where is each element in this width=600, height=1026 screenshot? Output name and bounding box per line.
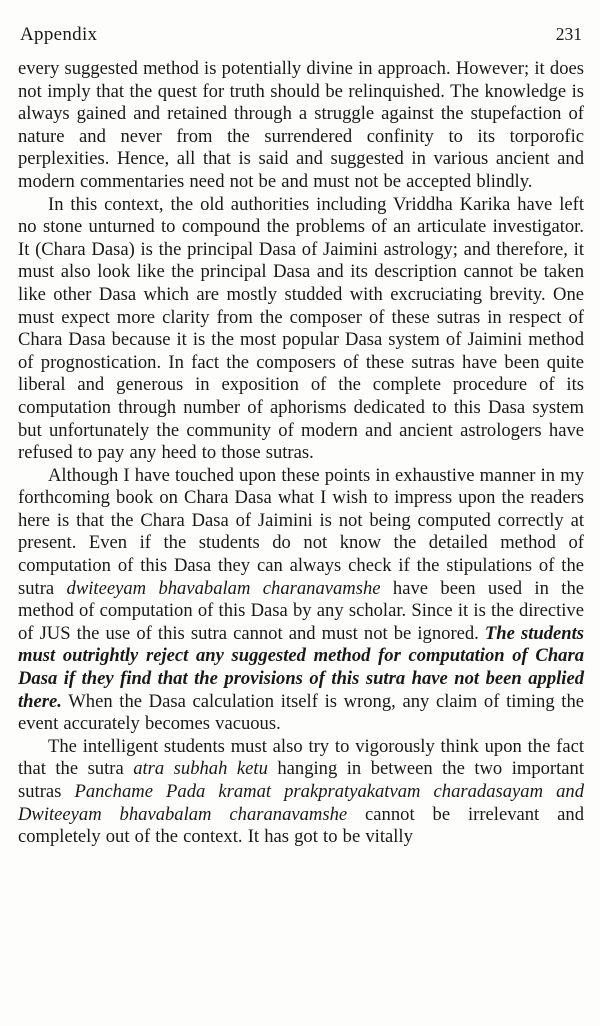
text-segment: The intelligent students must also try to vigorously think upon the fact that the sutra [18,735,584,780]
paragraph [18,465,584,736]
text-segment: When the Dasa calculation itself is wrong, any claim of timing the event accurately becomes vacuous. [18,690,584,735]
text-segment: hanging in between the two important sutras [18,758,585,802]
text-segment: have been used in the method of computation of this Dasa by any scholar. Since it is the directive of JUS the use of this sutra cannot and must not be ignored. [18,577,584,644]
page-number: 231 [555,24,582,44]
running-head: Appendix [20,24,98,45]
body-text [18,58,584,849]
paragraph [18,58,584,194]
page-header [20,24,582,46]
text-segment: every suggested method is potentially divine in approach. However; it does not imply that the quest for truth should be relinquished. The knowledge is always gained and retained through a struggle against the stupefaction of nature and never from the surrendered confinity to its torporofic perplexities. Hence, all that is said and suggested in various ancient and modern commentaries need not be and must not be accepted blindly. [18,58,584,192]
text-segment: Panchame Pada kramat prakpratyakatvam charadasayam and Dwiteeyam bhavabalam charanavamshe [18,781,584,825]
text-segment: The students must outrightly reject any suggested method for computation of Chara Dasa if they find that the provisions of this sutra have not been applied there. [18,622,584,712]
text-segment: Although I have touched upon these points in exhaustive manner in my forthcoming book on Chara Dasa what I wish to impress upon the readers here is that the Chara Dasa of Jaimini is not being computed correctly at present. Even if the students do not know the detailed method of computation of this Dasa they can always check if the stipulations of the sutra [18,464,584,599]
text-segment: In this context, the old authorities including Vriddha Karika have left no stone unturned to compound the problems of an articulate investigator. It (Chara Dasa) is the principal Dasa of Jaimini astrology; and therefore, it must also look like the principal Dasa and its description cannot be taken like other Dasa which are mostly studded with excruciating brevity. One must expect more clarity from the composer of these sutras in respect of Chara Dasa because it is the most popular Dasa system of Jaimini method of prognostication. In fact the composers of these sutras have been quite liberal and generous in exposition of the complete procedure of its computation through number of aphorisms dedicated to this Dasa system but unfortunately the community of modern and ancient astrologers have refused to pay any heed to those sutras. [18,193,584,464]
text-segment: dwiteeyam bhavabalam charanavamshe [66,577,381,599]
paragraph [18,736,584,849]
text-segment: cannot be irrelevant and completely out of the context. It has got to be vitally [18,803,584,848]
paragraph [18,194,584,465]
text-segment: atra subhah ketu [133,758,268,780]
